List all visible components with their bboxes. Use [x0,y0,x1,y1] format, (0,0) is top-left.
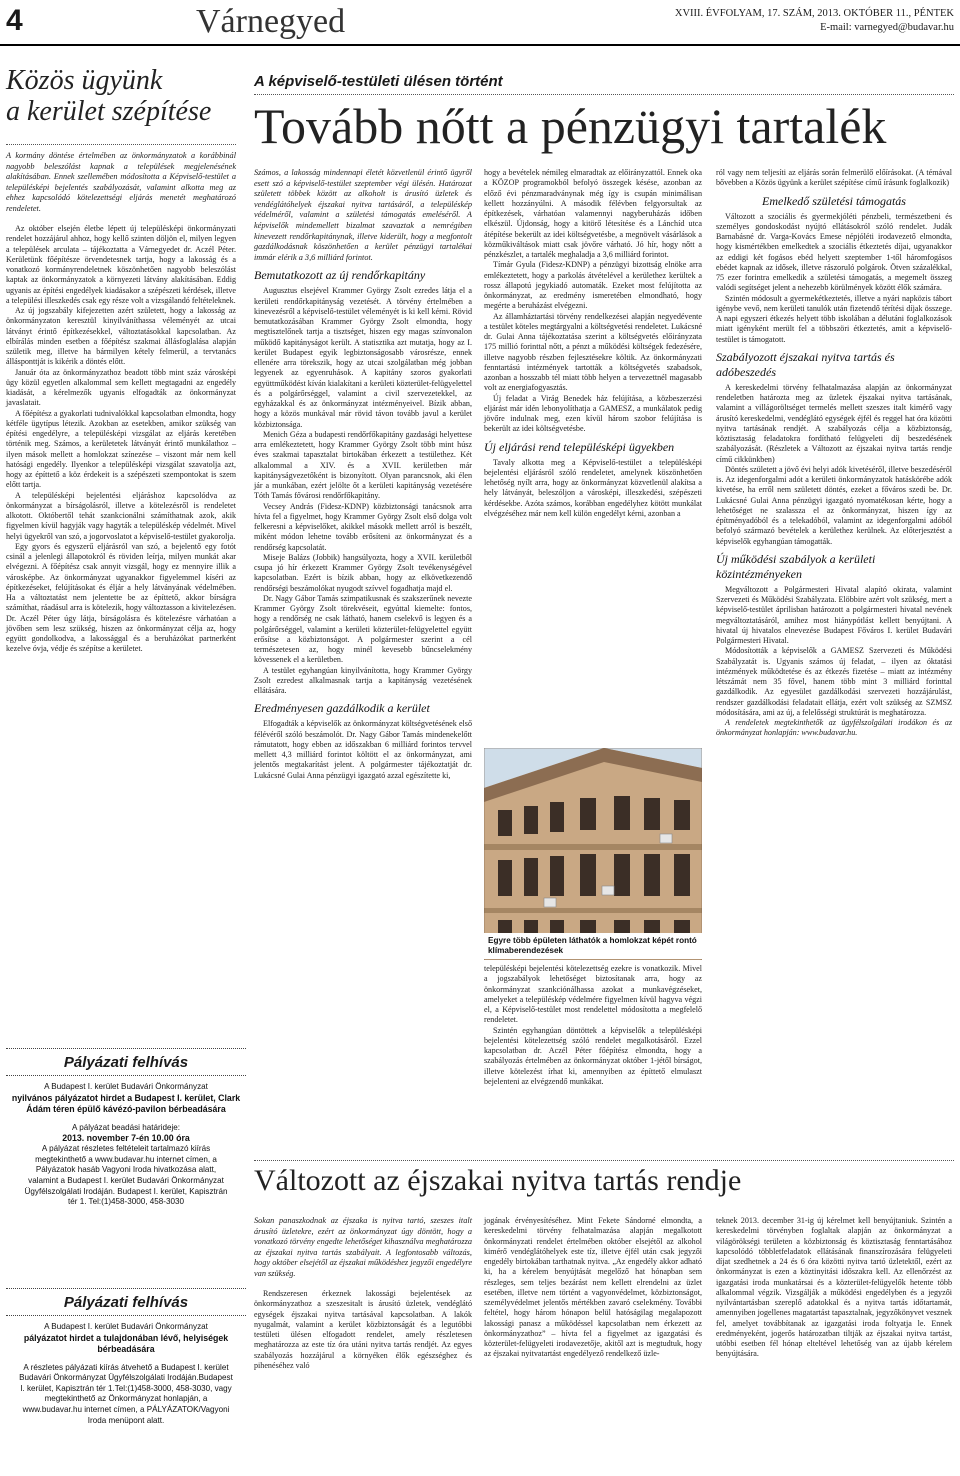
paragraph: teknek 2013. december 31-ig új kérelmet kell benyújtaniuk. Szintén a kereskedelmi törvényben foglaltak alapján az önkormányzat a világörökségi területen a közbiztonság és köztisztaság fenntartásához kapcsolódó többletfeladatok ellátásának finanszírozására felügyeleti díjat szedhetnek a 24 és 6 óra közötti nyitva tartó üzletektől, ezért az önkormányzat is ezen a köztinyitási időszakra kell. Az ellenőrzést az igazgatási iroda munkatársai és a közterület-felügyelők hetente több alkalommal végzik. Vizsgálják a működési engedélyben és a jegyzői nyilvántartásban szereplő adatokkal és a nyitva tartás időtartamát, amennyiben jogellenes magatartást tapasztalnak, jegyzőkönyvet vesznek fel, amelyet továbbítanak az igazgatási iroda foltyatja le. Ennek eredményeként, jogerős határozatban tiltják az éjszakai nyitva tartást, utóbbi esetben fél hónap elteltével lehetőség van az újabb kérelem benyújtására. [716,1216,952,1359]
decorative-dotted-divider [254,1160,954,1161]
night-col-3 [716,1216,952,1360]
paragraph: ról vagy nem teljesíti az eljárás során felmerülő előírásokat. (A témával bővebben a Közös ügyünk a kerület szépítése című írásunk foglalkozik) [716,168,952,188]
page-number: 4 [6,4,23,37]
left-article-title-1: Közös ügyünk [6,65,163,96]
paragraph: Változott a szociális és gyermekjóléti pénzbeli, természetbeni és személyes gondoskodást nyújtó ellátásokról szóló rendelet. Judák Barnabásné dr. Varga-Kovács Emese népjóléti irodavezető elmondta, hogy kismértékben emelkedtek a szociális étkeztetés díjai, ugyanakkor az eddigi két fogásos ebéd helyett szeptember 1-től háromfogásos ebédet kapnak az idősek, illetve rászoruló polgárok. Ötven százalékkal, 75 ezer forintra emelkedik a születési támogatás, a megemelt összeg valódi segítséget jelent a nehezebb körülmények között élők számára. [716,211,952,293]
paragraph: Szintén módosult a gyermekétkeztetés, illetve a nyári napközis tábort igénybe vevő, nem kerületi tanulók után fizetendő térítési díjak összege. A napi egyszeri étkezés helyett több iskolában a délutáni foglalkozások miatt igényként merült fel a többszöri étkeztetés, amit a képviselő-testület is támogatott. [716,293,952,344]
main-col-3-body [716,168,952,189]
paragraph: Elfogadták a képviselők az önkormányzat költségvetésének első félévéről szóló beszámolót. Dr. Nagy Gábor Tamás mindenekelőtt rámutatott, hogy ebben az időszakban 6 milliárd forintos tervvel mellett 4,3 milliárd forintot költött el az önkormányzat, ami jelentős megtakarítást jelent. A polgármester tájékoztatját dr. Lukácsné Gulai Anna pénzügyi igazgató azzal egészítette ki, [254,719,472,780]
email[interactable]: E-mail: varnegyed@budavar.hu [820,22,954,33]
left-article-body [6,224,236,655]
paragraph: Tavaly alkotta meg a Képviselő-testület a településképi bejelentési eljárásról szóló rendeletet, amelynek köszönhetően lehetőség nyílt arra, hogy az önkormányzat közvetlenül alakítsa a hely látványát, beleszóljon a városképi, illeszkedési, szépészeti kérdésekbe. Azóta számos, korábban engedélyhez kötött munkálat elvégzéséhez már nem kell külön engedélyt kérni, azonban a [484,457,702,518]
night-col-1-body [254,1289,472,1371]
paragraph: Egy gyors és egyszerű eljárásról van szó, a bejelentő egy fotót csinál a jelenlegi állapotokról és röviden leírja, milyen munkát akar elvégezni. A főépítész csak annyit vizsgál, hogy ez mennyire illik a városképbe. Az önkormányzat ugyanakkor figyelemmel kíséri az építkezéseket, felújításokat és éljár a hely látványának védelmében. Ha a változtatást nem jelentette be az építtető, akkor bírságra számíthat, ráadásul arra is kötelezik, hogy változtasson a kivitelezésen. Dr. Aczél Péter úgy látja, bírságolásra és kötelezésre várhatóan a jövőben sem lesz szükség, hiszen az önkormányzat célja az, hogy együtt gondolkodva, a lakossággal és a beruházókat partnerként kezelve óvja, védje és szépítse a kerületet. [6,541,236,654]
ad-body [6,1322,246,1426]
main-col-2-body [484,168,702,435]
header-rule [0,44,960,46]
subheading: Bemutatkozott az új rendőrkapitány [254,268,426,283]
ad-title: Pályázati felhívás [6,1288,246,1316]
ad-line: nyilvános pályázatot hirdet a Budapest I. kerület, Clark Ádám téren épülő kávézó-pavilon bérbeadására [11,1092,241,1114]
subheading: Eredményesen gazdálkodik a kerület [254,701,430,716]
night-lead: Sokan panaszkodnak az éjszaka is nyitva tartó, szeszes italt árusító üzletekre, ezért az önkormányzat úgy döntött, hogy a vonatkozó törvény engedte lehetőséget kihasználva meghatározza az éjszakai nyitva tartás szabályait. A legfontosabb változás, hogy október elsejétől az éjszakai működéshez jegyzői engedélyre van szükség. [254,1216,472,1278]
night-col-1 [254,1216,472,1371]
paragraph: A településképi bejelentési eljáráshoz kapcsolódva az önkormányzat a bírságolásról, illetve a kötelezésről is rendeletet alkotott. Októbertől tehát szankcionálni számíthatnak azok, akik figyelmen kívül hagyják vagy hagyták a településkép védelmét. Mivel helyi ügyekről van szó, a jogorvoslatot a képviselő-testület gyakorolja. [6,490,236,541]
night-col-2-body [484,1216,702,1360]
decorative-dotted-divider [254,94,954,95]
ad-2 [6,1288,246,1426]
paragraph: Augusztus elsejével Krammer György Zsolt ezredes látja el a kerületi rendőrkapitányság vezetését. A törvény értelmében a kinevezésről a képviselő-testület véleményét is ki kell kérni. Rövid bemutatkozásában Krammer György Zsolt elmondta, hogy megtisztelőnek tartja a tisztséget, hiszen egy magas színvonalon működő kapitányságot került. A statisztika azt mutatja, hogy az I. kerület Budapest egyik legbiztonságosabb városrésze, ennek ellenére arra törekszik, hogy az utcai szolgálatban még jobban legyenek az egyenruhások. A kapitány szoros gyakorlati együttműködést kíván kialakítani a kerületi közterület-felügyelettel és a polgárőrséggel, valamint a civil szervezetekkel, az egyházakkal és az önkormányzat intézményeivel. Bízik abban, hogy a közös munkával már rövid távon tovább javul a kerület közbiztonsága. [254,286,472,429]
main-col-2 [484,168,702,519]
main-col-1-tail [254,719,472,781]
paragraph: Szintén egyhangúan döntöttek a képviselők a településképi bejelentési kötelezettség szóló rendelet megalkotásáról. Ezzel kapcsolatban dr. Aczél Péter főépítész elmondta, hogy a szabályozás értelmében az önkormányzat október 1-jétől bírságot, illetve kötelezést írhat ki, amennyiben az építtető elmulaszt bejelenteni az elvégzendő munkákat. [484,1025,702,1086]
main-headline: Tovább nőtt a pénzügyi tartalék [254,98,887,154]
decorative-dotted-divider [6,144,236,145]
main-col-2-more [484,458,702,520]
ad-line: A Budapest I. kerület Budavári Önkormányzat [44,1322,208,1331]
paragraph: településképi bejelentési kötelezettség ezekre is vonatkozik. Mivel a jogszabályok lehetőséget biztosítanak arra, hogy az önkormányzat szankciónálhassa azokat a munkavégzéseket, amelyeket a településkép védelmére figyelmen kívül hagyva végzi el, a Képviselő-testület most rendelettel módosította a megfelelő rendeletet. [484,964,702,1025]
ad-line: A Budapest I. kerület Budavári Önkormányzat [44,1082,208,1091]
paragraph: Az államháztartási törvény rendelkezései alapján negyedévente a testület köteles megtárgyalni a költségvetési rendeletet. Lukácsné dr. Gulai Anna tájékoztatása szerint a költségvetés előirányzata 175 millió forinttal nőtt, a pénzt a működési költségek fedezésére, illetve nagyobb részben fejlesztésekre költik. Az önkormányzati fenntartású intézmények tartották a költségvetés szabadsok, azonban a hosszabb tél miatt több helyen a tervezettnél magasabb volt az energiafogyasztás. [484,311,702,393]
main-kicker: A képviselő-testületi ülésen történt [254,73,503,90]
paragraph: Megváltozott a Polgármesteri Hivatal alapító okirata, valamint Szervezeti és Működési Szabályzata. Elöbbire azért volt szükség, mert a képviselő-testület áprilisban határozott a polgármesteri hivatal nevének megváltoztatásáról, amihez most hiánypótlást kellett benyújtani. A hivatal új hivatalos elnevezése Budapest Főváros I. kerület Budavári Polgármesteri Hivatal. [716,584,952,645]
paragraph: Módosították a képviselők a GAMESZ Szervezeti és Működési Szabályzatát is. Ugyanis számos új feladat, – ilyen az óktatási intézmények működtetése és az étkezés fizetése – miatt az intézmény létszámát nem 35 fővel, hanem több mint 3 milliárd forinttal gazdálkodik. Az egyesület gazdálkodási szervezeti hozzájárulást, rendszer gazdálkodási feladatait ellátja, ezért volt szükség az SZMSZ módosítására, ami az új, a felelősségi struktúrát is meghatározza. [716,646,952,717]
paragraph: Az új jogszabály kifejezetten azért született, hogy a lakosság az önkormányzaton keresztül kinyilváníthassa véleményét az utcai látványt érintő építkezésekkel, változtatásokkal kapcsolatban. Az elbírálás minden esetben a főépítész szakmai állásfoglalása alapján születik meg, illetve ha bármilyen kétely felmerül, a tervtanács állásponttját is kikérik a döntés előtt. [6,306,236,367]
ad-line: 2013. november 7-én 10.00 óra [62,1133,190,1144]
ad-line: pályázatot hirdet a tulajdonában lévő, helyiségek bérbeadására [23,1332,229,1354]
main-col-3 [716,168,952,739]
ad-1 [6,1048,246,1208]
paragraph: Január óta az önkormányzathoz beadott több mint száz városképi ügy közül egyetlen alkalommal sem kellett megtagadni az engedély kiadását, a kérelmezők ugyanis elfogadták az önkormányzat javaslatait. [6,367,236,408]
main-col-2-tail-body [484,964,702,1087]
paragraph: A testület egyhangúan kinyilvánította, hogy Krammer György Zsolt ezredest alkalmasnak tartja a kapitányság vezetésének ellátására. [254,665,472,696]
ad-line: A részletes pályázati kiírás átvehető a Budapest I. kerület Budavári Önkormányzat Ügyfélszolgálati Irodáján.Budapest I. kerület, Kapisztrán tér 1.Tel:(1)458-3000, 458-3030, vagy megtekinthető az Önkormányzat honlapján, a www.budavar.hu internet címen, a PÁLYÁZATOK/Vagyoni Iroda menüpont alatt. [19,1362,233,1425]
night-headline: Változott az éjszakai nyitva tartás rendje [254,1164,742,1197]
left-article-title-2: a kerület szépítése [6,96,212,127]
left-article [6,66,236,655]
main-col-1-body [254,286,472,696]
ad-line: A pályázat beadási határideje: [72,1122,180,1132]
paragraph: Új feladat a Virág Benedek ház felújítása, a közbeszerzési eljárást már idén lebonyolíthatja a GAMESZ, a munkálatok pedig jövőre indulnak meg, ezen kívül három szobor felújítása is bekerült az idei költségvetésbe. [484,393,702,434]
building-photo-image [484,748,702,960]
left-article-lead: A kormány döntése értelmében az önkormányzatok a korábbinál nagyobb beleszólást kapnak a települések megjelenésének alakításában. Ennek szellemében módosította a Képviselő-testület a településképi bejelentés szabályozását, valamint alkotta meg az ehhez kapcsolódó kötelezettségi eljárás menetét meghatározó rendeletet. [6,151,236,213]
photo-caption: Egyre több épületen láthatók a homlokzat képét rontó klímaberendezések [484,933,702,959]
main-col-3-c [716,383,952,547]
paragraph: Menich Géza a budapesti rendőrfőkapitány gazdasági helyettese arra emlékeztetett, hogy Krammer György Zsolt több mint húsz éves szakmai tapasztalat birtokában érkezett a testülethez. Két alkalommal a XIV. és a XVII. kerületben már kapitányságvezetőként is bizonyított. Olyan parancsnok, aki élen jár a munkában, ezért jelölte őt a kerületi kapitányság vezetésére Tóth Tamás fővárosi rendőrfőkapitány. [254,429,472,501]
paragraph: jogának érvényesítéséhez. Mint Fekete Sándorné elmondta, a kereskedelmi törvény felhatalmazása alapján megalkotott önkormányzati rendelet értelmében október elsejétől az alkohol kimérő vendéglátóhelyek este tíz, illetve éjfél után csak jegyzői engedély birtokában tarthatnak nyitva. „Az engedély akkor adható ki, ha a kérelem benyújtását megelőző hat hónapban sem részleges, sem teljes bezárást nem kellett elrendelni az üzlet esetében, illetve nem történt a vagyonvédelmet, közbiztonságot, személyvédelmet jelentős mértékben zavaró cselekmény. További feltétel, hogy három hónapon belül hatóságilag megalapozott lakossági panasz a működéssel kapcsolatban nem érkezett az önkormányzathoz” – hívta fel a figyelmet az igazgatási és közterület-felügyeleti irodavezetője, akitől azt is megtudtuk, hogy az éjszakai nyitvatartást engedélyező rendelkező üzle- [484,1216,702,1359]
paragraph: A kereskedelmi törvény felhatalmazása alapján az önkormányzat rendeletben határozta meg az üzletek éjszakai nyitva tartásának, valamint a villágoröltséget termelés mellett szeszes italt kimérő vagy árusító kereskedelmi, vendéglátó egységek éjfél és reggel hat óra közötti nyitva tartásának rendjét. A szabályozás célja a közbiztonság, köztisztaság feladatokra fordítható felügyeleti díj beszedésének szabályozását. (Részletek a Változott az éjszakai nyitva tartás rendje című cikkünkben) [716,382,952,464]
issue-line: XVIII. ÉVFOLYAM, 17. SZÁM, 2013. OKTÓBER 11., PÉNTEK [674,8,954,19]
paragraph: Vecsey András (Fidesz-KDNP) közbiztonsági tanácsnok arra hívta fel a figyelmet, hogy Krammer György Zsolt első dolga volt felkeresni a képviselőket, akikkel másokk mellett arról is beszélt, miként módon lehetne tovább erősíteni az önkormányzat és a rendőrség kapcsolatát. [254,501,472,552]
paragraph: Dr. Nagy Gábor Tamás szimpatikusnak és szakszerűnek nevezte Krammer György Zsolt törekvéseit, egyúttal kiemelte: fontos, hogy a rendőrség ne csak látható, hanem cselekvő is legyen és a polgárőrséggel, valamint a kerületi közterület-felügyelettel együtt erősítse a közbiztonságot. A polgármester szerint a cél természetesen az, hogy minél kevesebb bűncselekmény kövessenek el a kerületben. [254,593,472,665]
subheading: Emelkedő születési támogatás [762,193,906,208]
paragraph: Az október elsején életbe lépett új településképi önkormányzati rendelet hozzájárul ahhoz, hogy kellő szinten döljön el, milyen legyen a települések arculata – tájékoztatta a Várnegyedet dr. Aczél Péter. Kerületünk főépítésze örvendetesnek tartja, hogy a lakosság és a vonatkozó kormányrendeletnek köszönhetően nagyobb beleszólást kaptak az önkormányzatok a környezeti látvány alakításában. Eddig ugyanis az építési engedélyek kiadásakor a szépészeti kérdések, illetve a települési illeszkedés csak egy része volt a vizsgálandó feltételeknek. [6,224,236,305]
main-col-3-d [716,585,952,739]
paragraph: Miseje Balázs (Jobbik) hangsúlyozta, hogy a XVII. kerületből csupa jó hír érkezett Krammer György Zsolt tevékenységével kapcsolatban. Ezért is bízik abban, hogy az elkövetkezendő rendőrségi beszámolókat nyugodt szívvel fogadhatja majd el. [254,552,472,593]
main-lead: Számos, a lakosság mindennapi életét közvetlenül érintő ügyről esett szó a képviselő-testület szeptember végi ülésén. Határozat született többek között az alkoholt is árusító üzletek és vendéglátóhelyek éjszakai nyitva tartásáról, a településkép védelméről, valamint a születési támogatás emeléséről. A képviselők mindemellett bizalmat szavaztak a nemrégiben kinevezett rendőrkapitánynak, illetve kiderült, hogy a megfontolt gazdálkodásnak köszönhetően a kerület pénzügyi tartalékai immár elérik a 3,6 milliárd forintot. [254,168,472,262]
ad-title: Pályázati felhívás [6,1048,246,1076]
main-col-2-tail [484,964,702,1087]
paragraph: Rendszeresen érkeznek lakossági bejelentések az önkormányzathoz a szeszesitalt is árusító üzletek, vendéglátó egységek éjszakai nyitva tartásával kapcsolatban. A lakók nyugalmát, valamint a kerület közbiztonságát és a legutóbbi testületi ülésen elfogadott rendelet, amely részletesen meghatározza az este tíz óra utáni nyitva tartás rendjét. Az egyes szabályozás hozzájárul a környéken élők egészséghez és pihenéséhez való [254,1289,472,1370]
paragraph: A főépítész a gyakorlati tudnivalókkal kapcsolatban elmondta, hogy kétféle ügytípus létezik. Azokban az esetekben, amikor szükség van építési engedélyre, a településképi vizsgálat az eljárás keretében történik meg. Számos, a kerületetek látványát érintő munkálathoz – ilyen mások mellett a homlokzat színezése – viszont már nem kell hatósági engedély. Ilyenkor a településképi vizsgálat szavatolja azt, hogy az építtető a köz érdekeit is a szépészeti szempontokat is szem előtt tartja. [6,408,236,490]
paragraph: Döntés született a jövő évi helyi adók kivetéséről, illetve beszedéséről is. Az idegenforgalmi adót a kerületi önkormányzatok hatáskörébe adók kivetése, ha erről nem született döntés, ezeket a főváros szedi be. Dr. Lukácsné Gulai Anna pénzügyi igazgató nyomatékosan kérte, hogy a lehetőséget ne szalassza el az önkormányzat, hiszen így az építményadóból és a telekadóból, valamint az idegenforgalmi adóból befolyó származó bevételek a kerülethez kerülnek. Az előterjesztést a képviselők egyhangúan támogatták. [716,464,953,546]
ad-line: A pályázat részletes feltételeit tartalmazó kiírás megtekinthető a www.budavar.hu internet címen, a Pályázatok hasáb Vagyoni Iroda hivatkozása alatt, valamint a Budapest I. kerület Budavári Önkormányzat Ügyfélszolgálati Irodáján. Budapest I. kerület, Kapisztrán tér 1. Tel:(1)458-3000, 458-3030 [24,1144,228,1207]
paragraph: hogy a bevételek némileg elmaradtak az előirányzattól. Ennek oka a KÖZOP programokból befolyó összegek késése, azonban az előző évi pénzmaradványnak még így is csupán minimálisan kellett hozzányúlni. A második félévben felgyorsultak az építkezések, várhatóan valamennyi nagyberuházás időben elkészül. Újdonság, hogy a kitörő létesítése és a Lánchíd utca átépítése bekerült az idei költségvetésbe, a megnövelt vásárlások a közműkiváltások miatt csak jövőre várható. Jó hír, hogy nőtt a pénzkészlet, a tartalék meghaladja a 3,6 milliárd forintot. [484,168,702,259]
paragraph: A rendeletek megtekinthetők az ügyfélszolgálati irodákon és az önkormányzat honlapján: www.budavar.hu. [716,718,952,738]
subheading: Új eljárási rend településképi ügyekben [484,439,675,454]
paper-name: Várnegyed [196,3,346,40]
ad-body [6,1082,246,1208]
main-col-3-b [716,212,952,345]
subheading: Szabályozott éjszakai nyitva tartás és adóbeszedés [716,349,895,379]
night-col-2 [484,1216,702,1360]
paragraph: Tímár Gyula (Fidesz-KDNP) a pénzügyi bizottság elnöke arra emlékeztetett, hogy a parkolás átvételével a kerülethez kerültek a rossz állapotú jegykiadó automaták. Ezeket most felújította az önkormányzat, az eredmény ismeretében elmondható, hogy megérte a beruházást elvégezni. [484,260,702,311]
building-photo [484,748,702,960]
subheading: Új működési szabályok a kerületi közintézményeken [716,551,876,581]
main-col-1 [254,168,472,781]
night-col-3-body [716,1216,952,1360]
